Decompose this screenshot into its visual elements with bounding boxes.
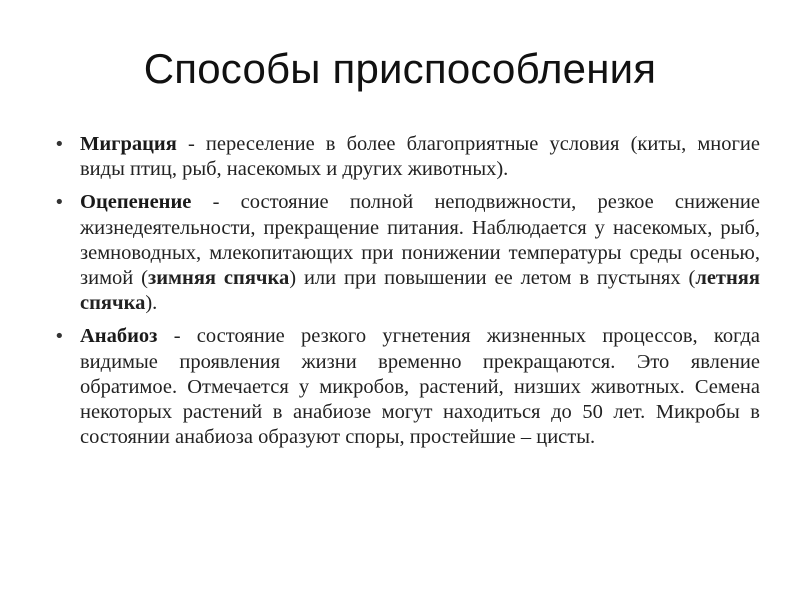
slide-title: Способы приспособления: [143, 45, 657, 92]
bullet-list: [48, 132, 760, 458]
bullet-item-torpor: [48, 190, 760, 316]
bullet-item-anabiosis: [48, 324, 760, 450]
definition-anabiosis: - состояние резкого угнетения жизненных процессов, когда видимые проявления жизни временно прекращаются. Это явление обратимое. Отмечается у микробов, растений, низших животных. Семена некоторых растений в анабиозе могут находиться до 50 лет. Микробы в состоянии анабиоза образуют споры, простейшие – цисты.: [80, 325, 760, 449]
definition-torpor-part-a: - состояние полной неподвижности, резкое снижение жизнедеятельности, прекращение питания. Наблюдается у насекомых, рыб, земноводных, млекопитающих при понижении температуры среды осенью, зимой (: [80, 191, 760, 290]
bullet-item-migration: [48, 132, 760, 182]
term-anabiosis: Анабиоз: [80, 325, 158, 348]
definition-migration: - переселение в более благоприятные условия (киты, многие виды птиц, рыб, насекомых и других животных).: [80, 133, 760, 181]
bullet-dot-icon: •: [54, 134, 65, 155]
term-torpor: Оцепенение: [80, 191, 192, 214]
definition-torpor-part-c: ).: [145, 292, 158, 315]
emphasis-winter-sleep: зимняя спячка: [148, 267, 290, 290]
bullet-dot-icon: •: [54, 326, 65, 348]
definition-torpor-part-b: ) или при повышении ее летом в пустынях (: [289, 267, 696, 290]
bullet-dot-icon: •: [54, 192, 65, 214]
term-migration: Миграция: [80, 133, 177, 155]
emphasis-summer-sleep: летняя спячка: [80, 267, 760, 315]
